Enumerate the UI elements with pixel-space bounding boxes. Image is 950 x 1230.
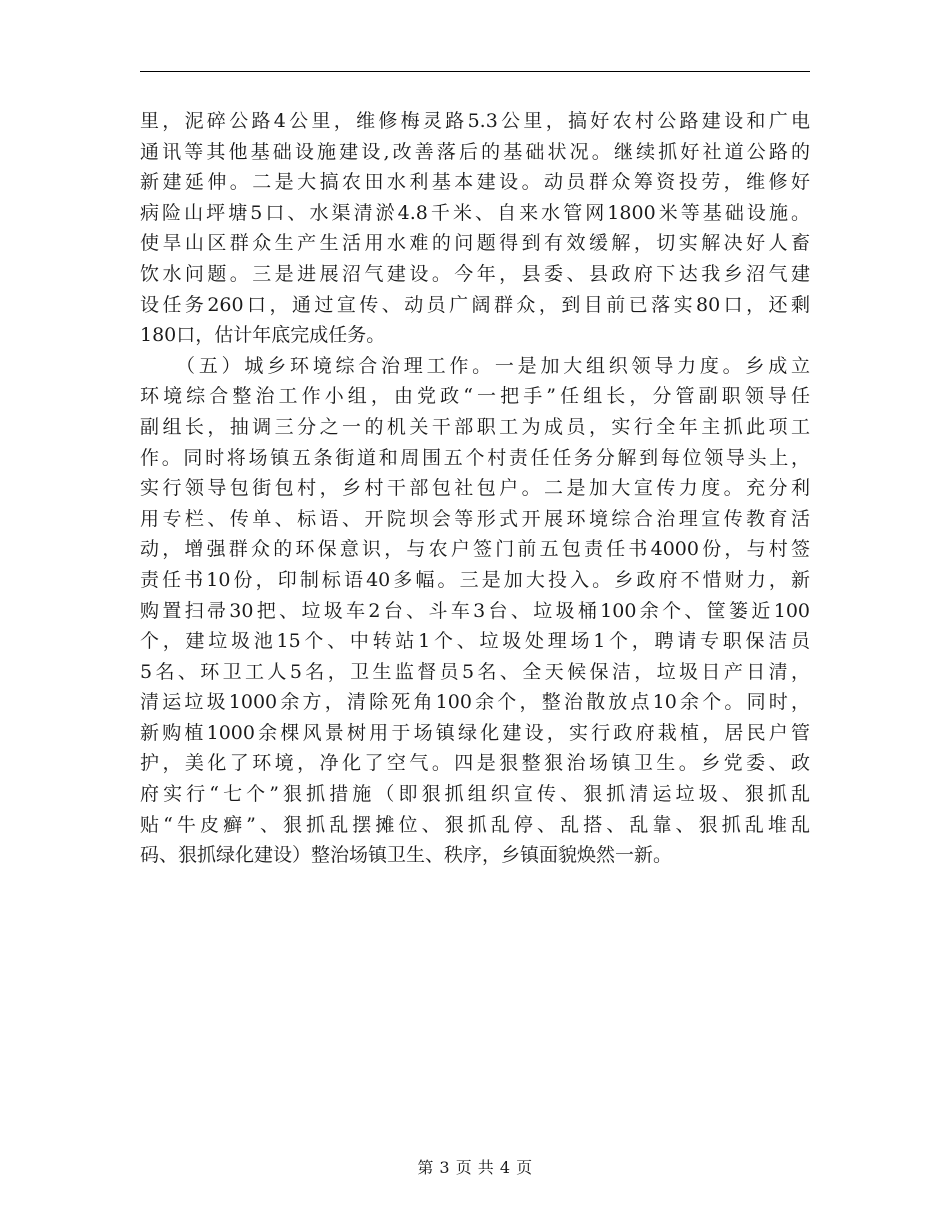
- text-line: 用专栏、传单、标语、开院坝会等形式开展环境综合治理宣传教育活: [140, 507, 810, 530]
- text-line: （五）城乡环境综合治理工作。一是加大组织领导力度。乡成立: [140, 354, 810, 377]
- paragraph-infrastructure: [140, 106, 810, 351]
- document-body: [140, 106, 810, 871]
- page-number-footer: 第 3 页 共 4 页: [417, 1158, 533, 1177]
- text-line: 新建延伸。二是大搞农田水利基本建设。动员群众筹资投劳，维修好: [140, 171, 810, 194]
- text-line: 环境综合整治工作小组，由党政“一把手”任组长，分管副职领导任: [140, 385, 810, 408]
- text-line: 护，美化了环境，净化了空气。四是狠整狠治场镇卫生。乡党委、政: [140, 752, 810, 775]
- text-line: 饮水问题。三是进展沼气建设。今年，县委、县政府下达我乡沼气建: [140, 262, 810, 285]
- text-line: 里，泥碎公路4公里，维修梅灵路5.3公里，搞好农村公路建设和广电: [140, 110, 810, 132]
- text-line: 病险山坪塘5口、水渠清淤4.8千米、自来水管网1800米等基础设施。: [140, 201, 810, 224]
- text-line: 通讯等其他基础设施建设,改善落后的基础状况。继续抓好社道公路的: [140, 140, 810, 163]
- text-line: 使旱山区群众生产生活用水难的问题得到有效缓解，切实解决好人畜: [140, 232, 810, 255]
- text-line: 设任务260口，通过宣传、动员广阔群众，到目前已落实80口，还剩: [140, 293, 810, 316]
- text-line: 府实行“七个”狠抓措施（即狠抓组织宣传、狠抓清运垃圾、狠抓乱: [140, 783, 810, 806]
- text-line: 责任书10份，印制标语40多幅。三是加大投入。乡政府不惜财力，新: [140, 568, 810, 591]
- text-line: 个，建垃圾池15个、中转站1个、垃圾处理场1个，聘请专职保洁员: [140, 630, 810, 653]
- text-line: 贴“牛皮癣”、狠抓乱摆摊位、狠抓乱停、乱搭、乱靠、狠抓乱堆乱: [140, 813, 810, 836]
- paragraph-environment: [140, 351, 810, 871]
- text-line: 购置扫帚30把、垃圾车2台、斗车3台、垃圾桶100余个、筐篓近100: [140, 599, 810, 622]
- text-line: 实行领导包街包村，乡村干部包社包户。二是加大宣传力度。充分利: [140, 477, 810, 500]
- text-line: 动，增强群众的环保意识，与农户签门前五包责任书4000份，与村签: [140, 538, 810, 561]
- text-line: 码、狠抓绿化建设）整治场镇卫生、秩序，乡镇面貌焕然一新。: [140, 844, 673, 867]
- text-line: 清运垃圾1000余方，清除死角100余个，整治散放点10余个。同时，: [140, 691, 810, 714]
- text-line: 新购植1000余棵风景树用于场镇绿化建设，实行政府栽植，居民户管: [140, 721, 810, 744]
- text-line: 5名、环卫工人5名，卫生监督员5名、全天候保洁，垃圾日产日清，: [140, 660, 810, 683]
- text-line: 副组长，抽调三分之一的机关干部职工为成员，实行全年主抓此项工: [140, 415, 810, 438]
- text-line: 180口，估计年底完成任务。: [140, 324, 386, 347]
- text-line: 作。同时将场镇五条街道和周围五个村责任任务分解到每位领导头上，: [140, 446, 810, 469]
- header-rule: [140, 71, 810, 72]
